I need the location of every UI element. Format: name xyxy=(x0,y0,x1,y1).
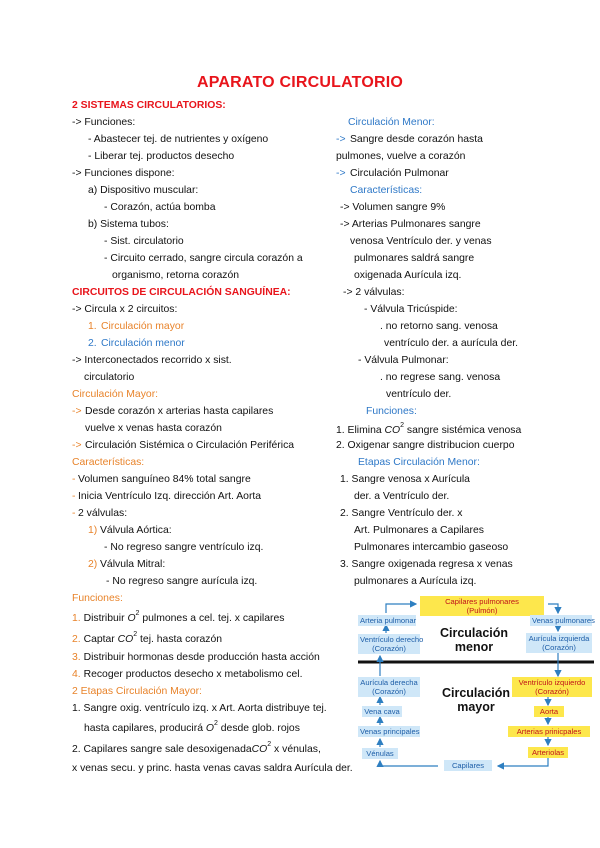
text-line: -> Volumen sangre 9% xyxy=(340,202,446,213)
text-line: Pulmonares intercambio gaseoso xyxy=(354,542,509,553)
text-line: 3. Sangre oxigenada regresa x venas xyxy=(340,559,513,570)
box-venulas: Vénulas xyxy=(362,748,398,759)
text-line: b) Sistema tubos: xyxy=(88,219,169,230)
box-ventriculo-izquierdo xyxy=(512,677,592,697)
box-sublabel: (Corazón) xyxy=(372,644,406,653)
formula-subscript: 2 xyxy=(135,610,140,617)
section-heading-circulacion-menor: Circulación Menor: xyxy=(348,117,435,128)
diagram-title-mayor xyxy=(432,686,520,714)
text-fragment: Recoger productos desecho x metabolismo cel. xyxy=(83,669,303,680)
section-heading-etapas-menor: Etapas Circulación Menor: xyxy=(358,457,480,468)
function-item-2 xyxy=(72,633,222,646)
arrow-marker: -> xyxy=(336,134,346,145)
text-line: venosa Ventrículo der. y venas xyxy=(350,236,492,247)
text-line: . no retorno sang. venosa xyxy=(380,321,498,332)
text-line: Válvula Aórtica: xyxy=(100,525,172,536)
text-fragment: pulmones a cel. tej. x capilares xyxy=(142,613,285,624)
formula-subscript: 2 xyxy=(400,422,405,429)
arrow-to-capilares xyxy=(498,758,548,766)
text-line: pulmonares saldrá sangre xyxy=(354,253,475,264)
title-line: menor xyxy=(454,640,494,654)
text-line: Sangre desde corazón hasta xyxy=(350,134,483,145)
section-heading-funciones-menor: Funciones: xyxy=(366,406,417,417)
text-line: oxigenada Aurícula izq. xyxy=(354,270,462,281)
text-fragment: sangre sistémica venosa xyxy=(406,425,522,436)
text-line: 1. Sangre oxig. ventrículo izq. x Art. Aorta distribuye tej. xyxy=(72,703,327,714)
box-ventriculo-derecho xyxy=(358,634,424,654)
text-line: - Sist. circulatorio xyxy=(104,236,184,247)
list-number: 2. xyxy=(88,338,97,349)
text-line: - Válvula Pulmonar: xyxy=(358,355,449,366)
box-arteriolas: Arteriolas xyxy=(528,747,568,758)
dash-marker: - xyxy=(72,474,76,485)
text-line: -> Arterias Pulmonares sangre xyxy=(340,219,481,230)
box-label: Ventrículo izquierdo xyxy=(518,678,586,687)
text-line xyxy=(336,424,521,437)
text-fragment: x vénulas, xyxy=(274,744,321,755)
arrow-marker: -> xyxy=(336,168,346,179)
list-item-circulacion-mayor: Circulación mayor xyxy=(101,321,185,332)
text-line: Válvula Mitral: xyxy=(100,559,166,570)
box-capilares-pulmonares xyxy=(420,596,544,616)
box-auricula-derecha xyxy=(358,677,420,697)
text-line: -> Interconectados recorrido x sist. xyxy=(72,355,232,366)
text-line: pulmonares a Aurícula izq. xyxy=(354,576,477,587)
text-line: -> Funciones dispone: xyxy=(72,168,175,179)
section-heading-caracteristicas: Características: xyxy=(72,457,145,468)
text-line: - Circuito cerrado, sangre circula corazón a xyxy=(104,253,303,264)
text-line: Circulación Pulmonar xyxy=(350,168,449,179)
section-heading-sistemas: 2 SISTEMAS CIRCULATORIOS: xyxy=(72,100,226,111)
box-arterias-principales: Arterias prinicpales xyxy=(508,726,590,737)
text-line: - Válvula Tricúspide: xyxy=(364,304,458,315)
text-line: -> 2 válvulas: xyxy=(343,287,405,298)
formula-co2: CO xyxy=(251,744,268,755)
text-fragment: hasta capilares, producirá xyxy=(84,723,203,734)
list-number: 1) xyxy=(88,525,98,536)
text-line: vuelve x venas hasta corazón xyxy=(85,423,222,434)
text-line xyxy=(72,743,321,756)
function-item-3 xyxy=(72,651,320,664)
list-item-circulacion-menor: Circulación menor xyxy=(101,338,185,349)
text-line: ventrículo der. xyxy=(386,389,452,400)
formula-subscript: 2 xyxy=(133,631,138,638)
section-heading-funciones: Funciones: xyxy=(72,593,123,604)
text-line xyxy=(84,722,300,735)
text-line: x venas secu. y princ. hasta venas cavas saldra Aurícula der. xyxy=(72,763,353,774)
box-label: Aurícula derecha xyxy=(360,678,418,687)
section-heading-etapas-mayor: 2 Etapas Circulación Mayor: xyxy=(72,686,202,697)
section-heading-mayor: Circulación Mayor: xyxy=(72,389,159,400)
box-sublabel: (Pulmón) xyxy=(466,606,498,615)
list-number: 4. xyxy=(72,669,81,680)
text-line: - Abastecer tej. de nutrientes y oxígeno xyxy=(88,134,269,145)
text-fragment: 2. Capilares sangre sale desoxigenada xyxy=(72,744,252,755)
arrow-to-capilares-pulmonares xyxy=(386,604,416,613)
text-line: -> Circula x 2 circuitos: xyxy=(72,304,178,315)
text-line: 2 válvulas: xyxy=(78,508,128,519)
arrow-marker: -> xyxy=(72,440,82,451)
list-number: 3. xyxy=(72,652,81,663)
title-line: Circulación xyxy=(441,686,511,700)
box-vena-cava: Vena cava xyxy=(362,706,402,717)
title-line: mayor xyxy=(457,700,495,714)
text-line: 2. Oxigenar sangre distribucion cuerpo xyxy=(336,440,515,451)
box-auricula-izquierda xyxy=(526,633,592,653)
box-label: Ventrículo derecho xyxy=(360,635,424,644)
formula-o2: O xyxy=(205,723,214,734)
text-fragment: Captar xyxy=(83,634,115,645)
dash-marker: - xyxy=(72,508,76,519)
text-line: circulatorio xyxy=(84,372,135,383)
circulation-diagram xyxy=(358,596,594,774)
list-number: 2) xyxy=(88,559,98,570)
text-line: . no regrese sang. venosa xyxy=(380,372,501,383)
text-line: Volumen sanguíneo 84% total sangre xyxy=(78,474,251,485)
text-fragment: 1. Elimina xyxy=(336,425,382,436)
box-venas-pulmonares: Venas pulmonares xyxy=(532,616,595,625)
text-line: Circulación Sistémica o Circulación Periférica xyxy=(85,440,295,451)
text-line: 1. Sangre venosa x Aurícula xyxy=(340,474,470,485)
list-number: 1. xyxy=(88,321,97,332)
section-heading-circuitos: CIRCUITOS DE CIRCULACIÓN SANGUÍNEA: xyxy=(72,287,291,298)
formula-subscript: 2 xyxy=(213,720,218,727)
text-line: Desde corazón x arterias hasta capilares xyxy=(85,406,274,417)
formula-subscript: 2 xyxy=(267,741,272,748)
formula-co2: CO xyxy=(384,425,401,436)
text-line: Inicia Ventrículo Izq. dirección Art. Aorta xyxy=(78,491,262,502)
title-line: Circulación xyxy=(439,626,509,640)
section-heading-caracteristicas-menor: Características: xyxy=(350,185,423,196)
arrow-marker: -> xyxy=(72,406,82,417)
box-venas-principales: Venas principales xyxy=(360,727,420,736)
box-sublabel: (Corazón) xyxy=(372,687,406,696)
diagram-title-menor xyxy=(430,626,518,654)
box-sublabel: (Corazón) xyxy=(542,643,576,652)
text-line: der. a Ventrículo der. xyxy=(354,491,450,502)
list-number: 1. xyxy=(72,613,81,624)
box-aorta: Aorta xyxy=(534,706,564,717)
list-number: 2. xyxy=(72,634,81,645)
box-label: Aurícula izquierda xyxy=(528,634,590,643)
arrow-to-venulas xyxy=(380,761,438,766)
text-fragment: tej. hasta corazón xyxy=(140,634,223,645)
text-line: - Liberar tej. productos desecho xyxy=(88,151,235,162)
formula-co2: CO xyxy=(117,634,134,645)
text-line: a) Dispositivo muscular: xyxy=(88,185,199,196)
box-arteria-pulmonar: Arteria pulmonar xyxy=(360,616,417,625)
box-capilares: Capilares xyxy=(444,760,492,771)
text-line: ventrículo der. a aurícula der. xyxy=(384,338,519,349)
function-item-1 xyxy=(72,612,284,625)
text-line: - No regreso sangre aurícula izq. xyxy=(106,576,258,587)
text-line: 2. Sangre Ventrículo der. x xyxy=(340,508,463,519)
formula-o2: O xyxy=(127,613,136,624)
text-line: - No regreso sangre ventrículo izq. xyxy=(104,542,264,553)
text-fragment: Distribuir xyxy=(83,613,125,624)
text-line: pulmones, vuelve a corazón xyxy=(336,151,466,162)
text-line: - Corazón, actúa bomba xyxy=(104,202,216,213)
page-title: APARATO CIRCULATORIO xyxy=(196,74,404,91)
text-fragment: desde glob. rojos xyxy=(220,723,300,734)
dash-marker: - xyxy=(72,491,76,502)
arrow-to-venas-pulmonares xyxy=(548,604,558,613)
text-line: -> Funciones: xyxy=(72,117,136,128)
box-label: Capilares pulmonares xyxy=(445,597,519,606)
box-sublabel: (Corazón) xyxy=(535,687,569,696)
text-line: Art. Pulmonares a Capilares xyxy=(354,525,484,536)
text-line: organismo, retorna corazón xyxy=(112,270,240,281)
function-item-4 xyxy=(72,668,302,681)
text-fragment: Distribuir hormonas desde producción hasta acción xyxy=(83,652,320,663)
